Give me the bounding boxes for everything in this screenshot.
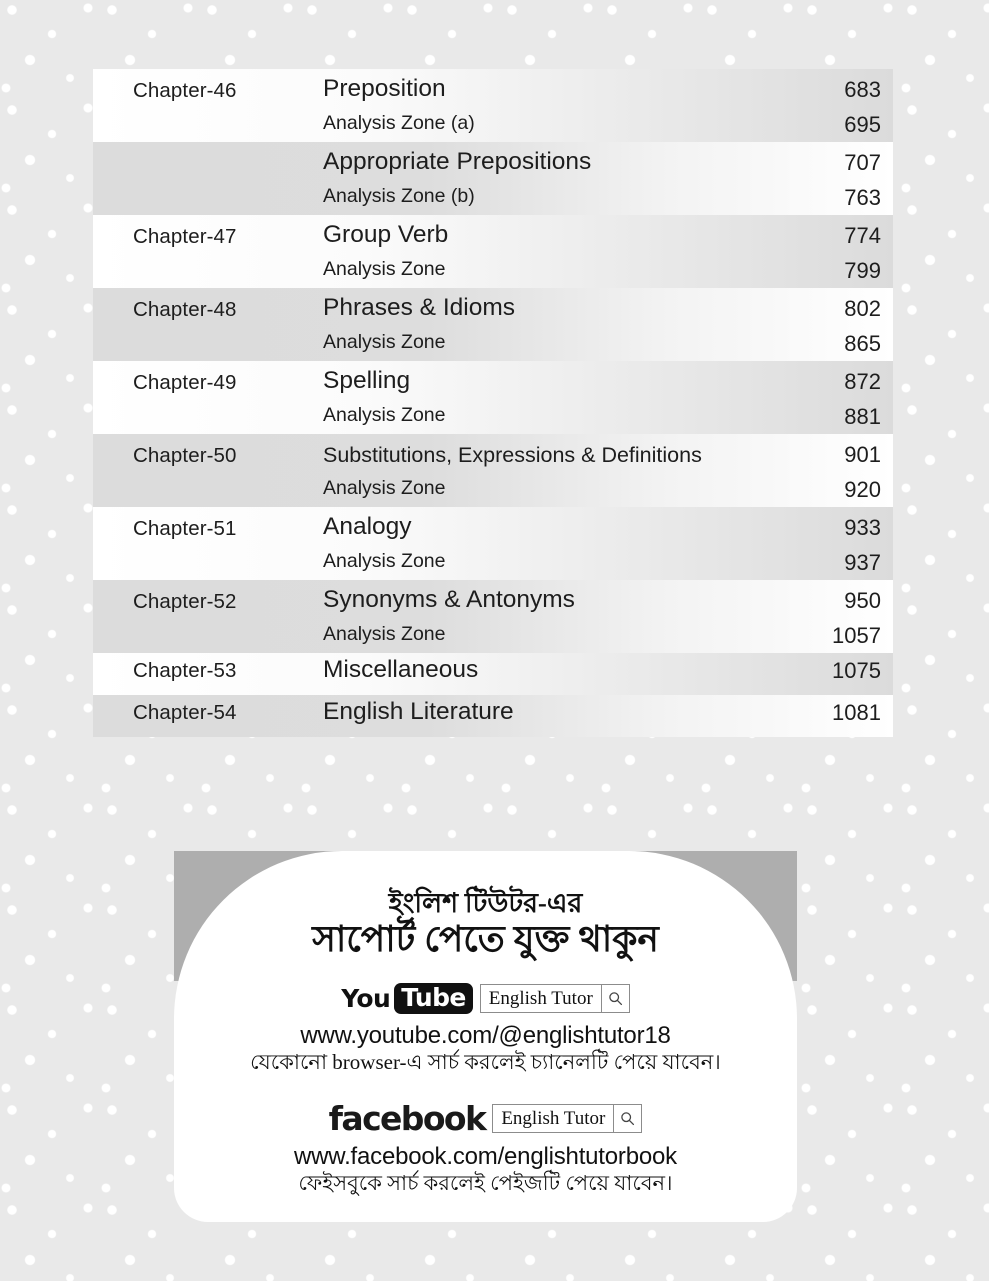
entry-title: English Literature [323, 698, 514, 725]
facebook-url[interactable]: www.facebook.com/englishtutorbook [294, 1142, 677, 1170]
subentry-page-number: 865 [844, 331, 881, 356]
youtube-search-input[interactable]: English Tutor [488, 988, 593, 1010]
chapter-label: Chapter-47 [133, 225, 237, 248]
chapter-label: Chapter-50 [133, 444, 237, 467]
entry-title: Appropriate Prepositions [323, 148, 592, 175]
youtube-caption: যেকোনো browser-এ সার্চ করলেই চ্যানেলটি পেয়ে যাবেন। [250, 1050, 721, 1075]
entry-page-number: 683 [844, 77, 881, 102]
entry-page-number: 901 [844, 442, 881, 467]
facebook-search-box[interactable] [492, 1104, 642, 1133]
table-row [93, 142, 893, 215]
entry-subtitle: Analysis Zone [323, 403, 446, 426]
chapter-cell [93, 215, 323, 288]
page-number-cell [786, 361, 893, 434]
chapter-label: Chapter-53 [133, 659, 237, 682]
page-number-cell [786, 580, 893, 653]
table-of-contents [93, 69, 893, 737]
page-number-cell [786, 434, 893, 507]
table-row [93, 507, 893, 580]
youtube-search-box[interactable] [480, 984, 630, 1013]
title-cell [323, 653, 786, 695]
youtube-logo-tube: Tube [394, 983, 473, 1014]
title-cell [323, 580, 786, 653]
entry-title: Analogy [323, 513, 412, 540]
title-cell [323, 69, 786, 142]
title-cell [323, 361, 786, 434]
youtube-logo-you: You [341, 984, 391, 1014]
promo-heading-line-2: সাপোর্ট পেতে যুক্ত থাকুন [312, 919, 659, 960]
facebook-logo: facebook [328, 1098, 486, 1138]
entry-subtitle: Analysis Zone [323, 549, 446, 572]
table-row [93, 580, 893, 653]
entry-title: Preposition [323, 75, 446, 102]
chapter-cell [93, 288, 323, 361]
search-icon[interactable] [613, 1105, 641, 1132]
chapter-label: Chapter-51 [133, 517, 237, 540]
facebook-caption: ফেইসবুকে সার্চ করলেই পেইজটি পেয়ে যাবেন। [298, 1170, 673, 1195]
table-row [93, 695, 893, 737]
title-cell [323, 507, 786, 580]
title-cell [323, 215, 786, 288]
promo-card-wrapper [174, 851, 797, 1222]
chapter-cell [93, 695, 323, 737]
title-cell [323, 288, 786, 361]
entry-subtitle: Analysis Zone [323, 257, 446, 280]
facebook-logo-row [174, 1098, 797, 1138]
entry-title: Synonyms & Antonyms [323, 586, 575, 613]
title-cell [323, 434, 786, 507]
chapter-cell [93, 361, 323, 434]
subentry-page-number: 1057 [832, 623, 881, 648]
chapter-label: Chapter-49 [133, 371, 237, 394]
table-row [93, 653, 893, 695]
table-row [93, 361, 893, 434]
entry-page-number: 872 [844, 369, 881, 394]
entry-page-number: 950 [844, 588, 881, 613]
page-number-cell [786, 288, 893, 361]
chapter-label: Chapter-54 [133, 701, 237, 724]
search-icon[interactable] [601, 985, 629, 1012]
page-number-cell [786, 69, 893, 142]
title-cell [323, 695, 786, 737]
table-row [93, 215, 893, 288]
page-number-cell [786, 507, 893, 580]
entry-subtitle: Analysis Zone [323, 476, 446, 499]
entry-page-number: 1075 [832, 658, 881, 683]
entry-title: Miscellaneous [323, 656, 479, 683]
chapter-cell [93, 142, 323, 215]
page-number-cell [786, 142, 893, 215]
subentry-page-number: 799 [844, 258, 881, 283]
entry-page-number: 933 [844, 515, 881, 540]
subentry-page-number: 881 [844, 404, 881, 429]
page-number-cell [786, 653, 893, 695]
table-row [93, 69, 893, 142]
entry-page-number: 1081 [832, 700, 881, 725]
chapter-cell [93, 69, 323, 142]
subentry-page-number: 937 [844, 550, 881, 575]
chapter-label: Chapter-48 [133, 298, 237, 321]
promo-heading-line-1: ইংলিশ টিউটর-এর [388, 888, 583, 918]
promo-card [174, 851, 797, 1222]
subentry-page-number: 763 [844, 185, 881, 210]
subentry-page-number: 920 [844, 477, 881, 502]
title-cell [323, 142, 786, 215]
entry-title: Substitutions, Expressions & Definitions [323, 443, 702, 467]
chapter-label: Chapter-46 [133, 79, 237, 102]
entry-subtitle: Analysis Zone [323, 330, 446, 353]
chapter-cell [93, 507, 323, 580]
chapter-label: Chapter-52 [133, 590, 237, 613]
subentry-page-number: 695 [844, 112, 881, 137]
entry-subtitle: Analysis Zone (b) [323, 184, 475, 207]
entry-title: Phrases & Idioms [323, 294, 515, 321]
entry-subtitle: Analysis Zone (a) [323, 111, 475, 134]
entry-title: Spelling [323, 367, 411, 394]
page-number-cell [786, 695, 893, 737]
table-row [93, 288, 893, 361]
entry-title: Group Verb [323, 221, 449, 248]
entry-page-number: 774 [844, 223, 881, 248]
page-number-cell [786, 215, 893, 288]
entry-page-number: 707 [844, 150, 881, 175]
chapter-cell [93, 434, 323, 507]
youtube-url[interactable]: www.youtube.com/@englishtutor18 [300, 1022, 671, 1050]
entry-subtitle: Analysis Zone [323, 622, 446, 645]
chapter-cell [93, 580, 323, 653]
table-row [93, 434, 893, 507]
facebook-search-input[interactable]: English Tutor [501, 1107, 606, 1129]
chapter-cell [93, 653, 323, 695]
youtube-logo-row [174, 983, 797, 1014]
entry-page-number: 802 [844, 296, 881, 321]
